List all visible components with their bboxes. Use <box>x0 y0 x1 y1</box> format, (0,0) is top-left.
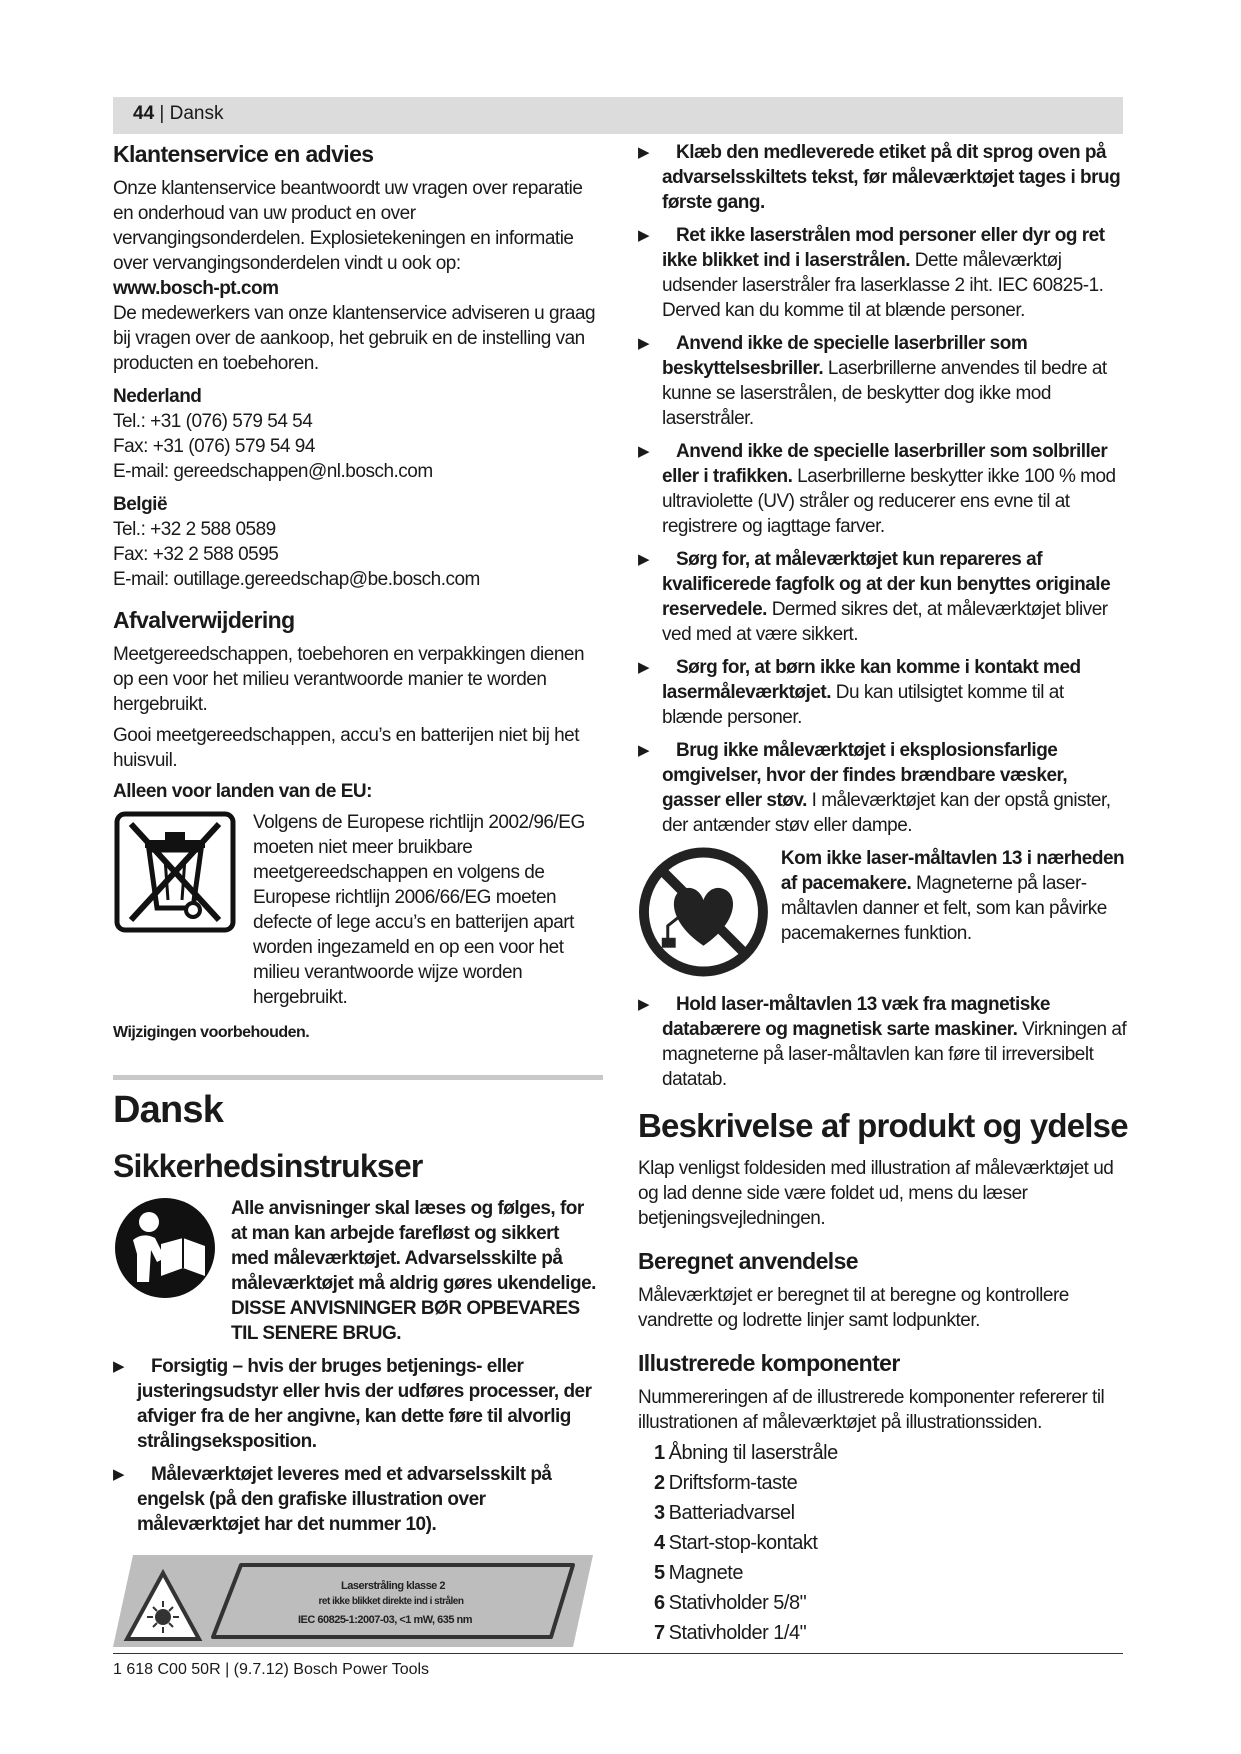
customer-service-para1: Onze klantenservice beantwoordt uw vragen over reparatie en onderhoud van uw product en over vervangingsonderdelen. Explosietekeningen en informatie over vervangingsonderdelen vindt u ook op: <box>113 178 583 274</box>
be-tel: Tel.: +32 2 588 0589 <box>113 519 276 540</box>
right-bullet-1 <box>638 140 1128 215</box>
right-bullet-6 <box>638 655 1128 730</box>
weee-section <box>113 810 603 1010</box>
nl-tel: Tel.: +31 (076) 579 54 54 <box>113 411 313 432</box>
right-bullet-2-lead: Ret ikke laserstrålen mod personer eller dyr og ret ikke blikket ind i laserstrålen. <box>662 225 1105 271</box>
left-column <box>113 140 603 1654</box>
be-email: E-mail: outillage.gereedschap@be.bosch.com <box>113 569 480 590</box>
nl-fax: Fax: +31 (076) 579 54 94 <box>113 436 315 457</box>
changes-note: Wijzigingen voorbehouden. <box>113 1024 310 1041</box>
nl-title: Nederland <box>113 386 202 407</box>
bullet-arrow-icon: ▶ <box>638 742 650 759</box>
bullet-arrow-icon: ▶ <box>113 1358 125 1375</box>
label-line-3: IEC 60825-1:2007-03, <1 mW, 635 nm <box>297 1614 473 1626</box>
be-fax: Fax: +32 2 588 0595 <box>113 544 279 565</box>
right-bullet-3-lead: Anvend ikke de specielle laserbriller som beskyttelsesbriller. <box>662 333 1028 379</box>
safety-bullet-2 <box>113 1462 603 1537</box>
read-manual-icon <box>113 1196 217 1300</box>
pacemaker-rest: Magneterne på laser-måltavlen danner et felt, som kan påvirke pacemakernes funktion. <box>780 873 1107 944</box>
page-header <box>113 97 1123 134</box>
component-number: 7 <box>654 1622 665 1644</box>
right-bullet-5-lead: Sørg for, at måleværktøjet kun repareres af kvalificerede fagfolk og at der kun benyttes originale reservedele. <box>662 549 1111 620</box>
bullet-arrow-icon: ▶ <box>638 443 650 460</box>
label-line-2: ret ikke blikket direkte ind i strålen <box>318 1596 464 1607</box>
component-number: 5 <box>654 1562 665 1584</box>
description-intro: Klap venligst foldesiden med illustration af måleværktøjet ud og lad denne side være foldet ud, mens du læser betjeningsvejledningen. <box>638 1158 1114 1229</box>
header-separator: | <box>154 103 170 124</box>
page-footer: 1 618 C00 50R | (9.7.12) Bosch Power Tools <box>113 1661 430 1678</box>
right-bullet-1-lead: Klæb den medleverede etiket på dit sprog oven på advarselsskiltets tekst, før måleværktøjet tages i brug første gang. <box>662 142 1121 213</box>
intended-use-text: Måleværktøjet er beregnet til at beregne og kontrollere vandrette og lodrette linjer samt lodpunkter. <box>638 1285 1069 1331</box>
right-bullet-last <box>638 992 1128 1092</box>
section-divider <box>113 1075 603 1080</box>
component-number: 6 <box>654 1592 665 1614</box>
components-title: Illustrerede komponenter <box>638 1350 900 1376</box>
description-title: Beskrivelse af produkt og ydelse <box>638 1107 1128 1144</box>
component-number: 3 <box>654 1502 665 1524</box>
component-item <box>654 1531 1128 1556</box>
safety-intro-text: Alle anvisninger skal læses og følges, for at man kan arbejde farefløst og sikkert med måleværktøjet. Advarselsskilte på måleværktøjet må aldrig gøres ukendelige. DISSE ANVISNINGER BØR OPBEVARES TIL SENERE BRUG. <box>231 1198 596 1344</box>
component-item <box>654 1501 1128 1526</box>
pacemaker-lead: Kom ikke laser-måltavlen 13 i nærheden af pacemakere. <box>780 848 1125 894</box>
right-bullet-7-lead: Brug ikke måleværktøjet i eksplosionsfarlige omgivelser, hvor der findes brændbare væsker, gasser eller støv. <box>662 740 1068 811</box>
safety-bullet-1-text: Forsigtig – hvis der bruges betjenings- eller justeringsudstyr eller hvis der udføres processer, der afviger fra de her angivne, kan dette føre til alvorlig strålingseksposition. <box>137 1356 592 1452</box>
right-bullet-4-lead: Anvend ikke de specielle laserbriller som solbriller eller i trafikken. <box>662 441 1108 487</box>
eu-title: Alleen voor landen van de EU: <box>113 781 372 802</box>
right-bullet-6-lead: Sørg for, at børn ikke kan komme i kontakt med lasermåleværktøjet. <box>662 657 1081 703</box>
right-bullet-list <box>638 140 1128 838</box>
component-item <box>654 1621 1128 1646</box>
pacemaker-warning <box>638 846 1128 978</box>
components-intro: Nummereringen af de illustrerede komponenter refererer til illustrationen af måleværktøjet på illustrationssiden. <box>638 1387 1105 1433</box>
component-number: 1 <box>654 1442 665 1464</box>
bullet-arrow-icon: ▶ <box>638 227 650 244</box>
right-bullet-3-rest: Laserbrillerne anvendes til bedre at kunne se laserstrålen, de beskytter dog ikke mod laserstråler. <box>662 358 1107 429</box>
component-item <box>654 1591 1128 1616</box>
component-label: Driftsform-taste <box>668 1472 798 1494</box>
right-bullet-6-rest: Du kan utilsigtet komme til at blænde personer. <box>662 682 1064 728</box>
intended-use-title: Beregnet anvendelse <box>638 1248 858 1274</box>
right-bullet-last-rest: Virkningen af magneterne på laser-måltavlen kan føre til irreversibelt datatab. <box>662 1019 1127 1090</box>
customer-service-title: Klantenservice en advies <box>113 141 374 167</box>
component-label: Stativholder 5/8" <box>668 1592 807 1614</box>
right-column <box>638 140 1128 1651</box>
header-language: Dansk <box>169 103 224 124</box>
component-label: Start-stop-kontakt <box>668 1532 818 1554</box>
right-bullet-3 <box>638 331 1128 431</box>
safety-intro-box <box>113 1196 603 1346</box>
safety-title: Sikkerhedsinstrukser <box>113 1148 423 1184</box>
right-bullet-4-rest: Laserbrillerne beskytter ikke 100 % mod ultraviolette (UV) stråler og reducerer ens evne til at registrere og iagttage farver. <box>662 466 1116 537</box>
disposal-title: Afvalverwijdering <box>113 607 295 633</box>
component-number: 4 <box>654 1532 665 1554</box>
safety-bullet-2-text: Måleværktøjet leveres med et advarselsskilt på engelsk (på den grafiske illustration over måleværktøjet har det nummer 10). <box>137 1464 552 1535</box>
safety-bullet-1 <box>113 1354 603 1454</box>
component-item <box>654 1441 1128 1466</box>
right-bullet-7-rest: I måleværktøjet kan der opstå gnister, der antænder støv eller dampe. <box>662 790 1111 836</box>
footer-rule <box>113 1653 1123 1654</box>
label-line-1: Laserstråling klasse 2 <box>341 1580 445 1592</box>
component-label: Magnete <box>668 1562 743 1584</box>
disposal-para2: Gooi meetgereedschappen, accu’s en batterijen niet bij het huisvuil. <box>113 725 580 771</box>
bullet-arrow-icon: ▶ <box>638 551 650 568</box>
be-title: België <box>113 494 168 515</box>
customer-service-para2: De medewerkers van onze klantenservice adviseren u graag bij vragen over de aankoop, het gebruik en de instelling van producten en toebehoren. <box>113 303 596 374</box>
right-bullet-2-rest: Dette måleværktøj udsender laserstråler fra laserklasse 2 iht. IEC 60825-1. Derved kan du komme til at blænde personer. <box>662 250 1104 321</box>
dansk-title: Dansk <box>113 1089 224 1131</box>
right-bullet-last-lead: Hold laser-måltavlen 13 væk fra magnetiske databærere og magnetisk sarte maskiner. <box>662 994 1050 1040</box>
component-label: Batteriadvarsel <box>668 1502 795 1524</box>
bullet-arrow-icon: ▶ <box>638 996 650 1013</box>
right-bullet-4 <box>638 439 1128 539</box>
bullet-arrow-icon: ▶ <box>113 1466 125 1483</box>
bosch-url-link[interactable]: www.bosch-pt.com <box>113 278 279 299</box>
laser-warning-label <box>113 1555 603 1654</box>
nl-email: E-mail: gereedschappen@nl.bosch.com <box>113 461 433 482</box>
right-bullet-5-rest: Dermed sikres det, at måleværktøjet bliver ved med at være sikkert. <box>662 599 1108 645</box>
component-item <box>654 1561 1128 1586</box>
no-pacemaker-icon <box>638 846 769 978</box>
component-label: Stativholder 1/4" <box>668 1622 807 1644</box>
eu-text: Volgens de Europese richtlijn 2002/96/EG moeten niet meer bruikbare meetgereedschappen en volgens de Europese richtlijn 2006/66/EG moeten defecte of lege accu’s en batterijen apart worden ingezameld en op een voor het milieu verantwoorde wijze worden hergebruikt. <box>253 812 585 1008</box>
component-label: Åbning til laserstråle <box>668 1442 838 1464</box>
component-number: 2 <box>654 1472 665 1494</box>
crossed-bin-icon <box>113 810 237 934</box>
page-number: 44 <box>133 103 155 124</box>
right-bullet-7 <box>638 738 1128 838</box>
components-list <box>654 1441 1128 1646</box>
disposal-para1: Meetgereedschappen, toebehoren en verpakkingen dienen op een voor het milieu verantwoorde manier te worden hergebruikt. <box>113 644 585 715</box>
bullet-arrow-icon: ▶ <box>638 335 650 352</box>
bullet-arrow-icon: ▶ <box>638 144 650 161</box>
right-bullet-2 <box>638 223 1128 323</box>
bullet-arrow-icon: ▶ <box>638 659 650 676</box>
right-bullet-5 <box>638 547 1128 647</box>
component-item <box>654 1471 1128 1496</box>
